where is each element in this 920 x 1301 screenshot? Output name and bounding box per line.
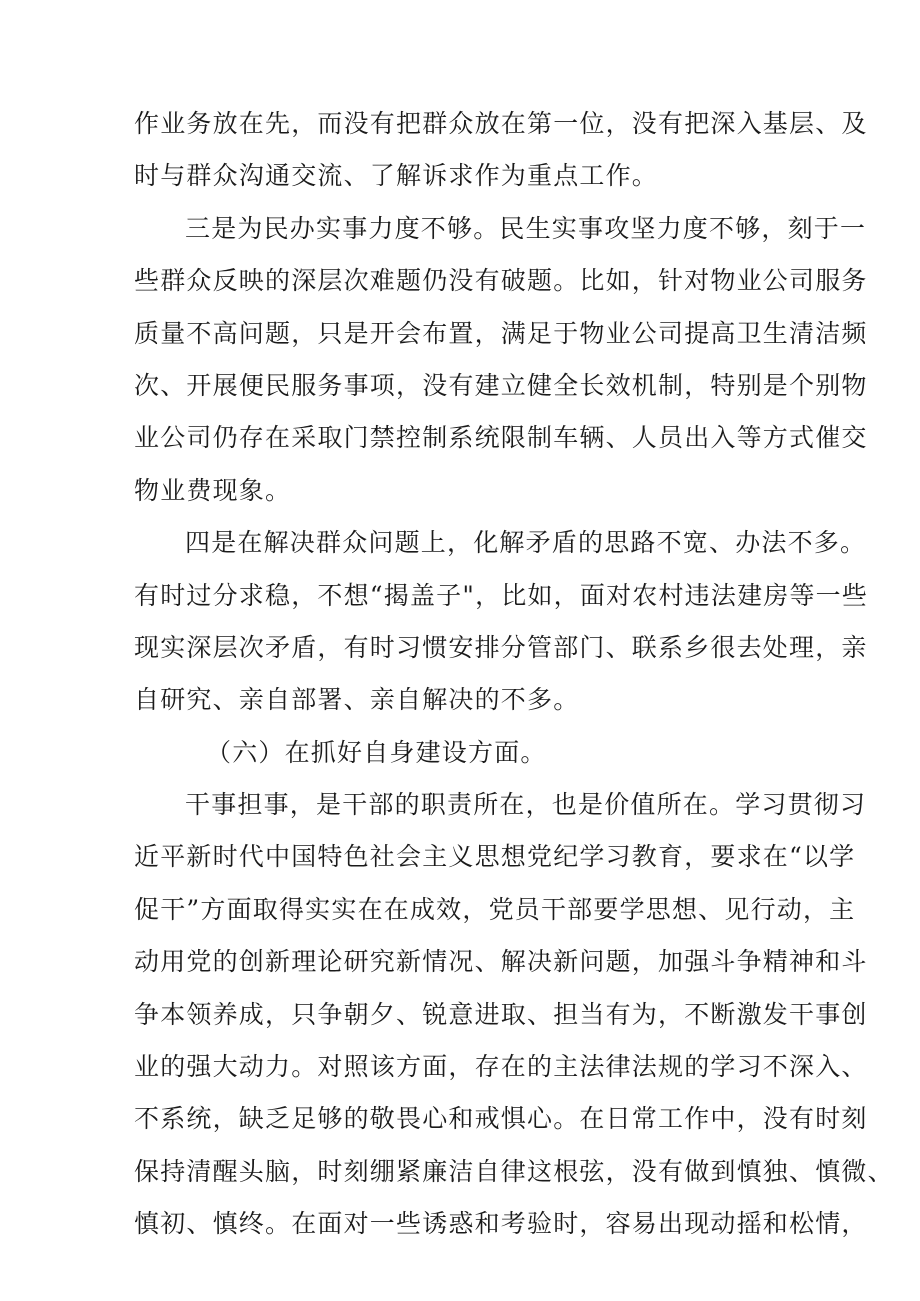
text-line: 业公司仍存在采取门禁控制系统限制车辆、人员出入等方式催交 bbox=[134, 423, 868, 453]
text-line: 质量不高问题，只是开会布置，满足于物业公司提高卫生清洁频 bbox=[134, 318, 868, 348]
text-line: 时与群众沟通交流、了解诉求作为重点工作。 bbox=[134, 161, 659, 191]
text-line: 近平新时代中国特色社会主义思想党纪学习教育，要求在“以学 bbox=[134, 842, 856, 872]
text-line: 动用党的创新理论研究新情况、解决新问题，加强斗争精神和斗 bbox=[134, 947, 868, 977]
paragraph-first-line: 三是为民办实事力度不够。民生实事攻坚力度不够，刻于一 bbox=[185, 213, 867, 243]
section-heading: （六）在抓好自身建设方面。 bbox=[206, 737, 547, 767]
text-line: 自研究、亲自部署、亲自解决的不多。 bbox=[134, 685, 580, 715]
text-line: 争本领养成，只争朝夕、锐意进取、担当有为，不断激发干事创 bbox=[134, 999, 868, 1029]
text-line: 些群众反映的深层次难题仍没有破题。比如，针对物业公司服务 bbox=[134, 266, 868, 296]
paragraph-first-line: 干事担事，是干部的职责所在，也是价值所在。学习贯彻习 bbox=[185, 790, 867, 820]
text-line: 不系统，缺乏足够的敬畏心和戒惧心。在日常工作中，没有时刻 bbox=[134, 1104, 868, 1134]
paragraph-first-line: 四是在解决群众问题上，化解矛盾的思路不宽、办法不多。 bbox=[185, 528, 867, 558]
text-line: 作业务放在先，而没有把群众放在第一位，没有把深入基层、及 bbox=[134, 109, 868, 138]
text-line: 促干”方面取得实实在在成效，党员干部要学思想、见行动，主 bbox=[134, 894, 856, 924]
text-line: 物业费现象。 bbox=[134, 475, 292, 505]
text-line: 有时过分求稳，不想“揭盖子"，比如，面对农村违法建房等一些 bbox=[134, 580, 869, 610]
text-line: 现实深层次矛盾，有时习惯安排分管部门、联系乡很去处理，亲 bbox=[134, 632, 868, 662]
document-body bbox=[134, 98, 894, 1251]
text-line: 保持清醒头脑，时刻绷紧廉洁自律这根弦，没有做到慎独、慎微、 bbox=[134, 1156, 894, 1186]
text-line: 业的强大动力。对照该方面，存在的主法律法规的学习不深入、 bbox=[134, 1052, 868, 1082]
text-line: 慎初、慎终。在面对一些诱惑和考验时，容易出现动摇和松情， bbox=[134, 1209, 868, 1239]
text-line: 次、开展便民服务事项，没有建立健全长效机制，特别是个别物 bbox=[134, 370, 868, 400]
